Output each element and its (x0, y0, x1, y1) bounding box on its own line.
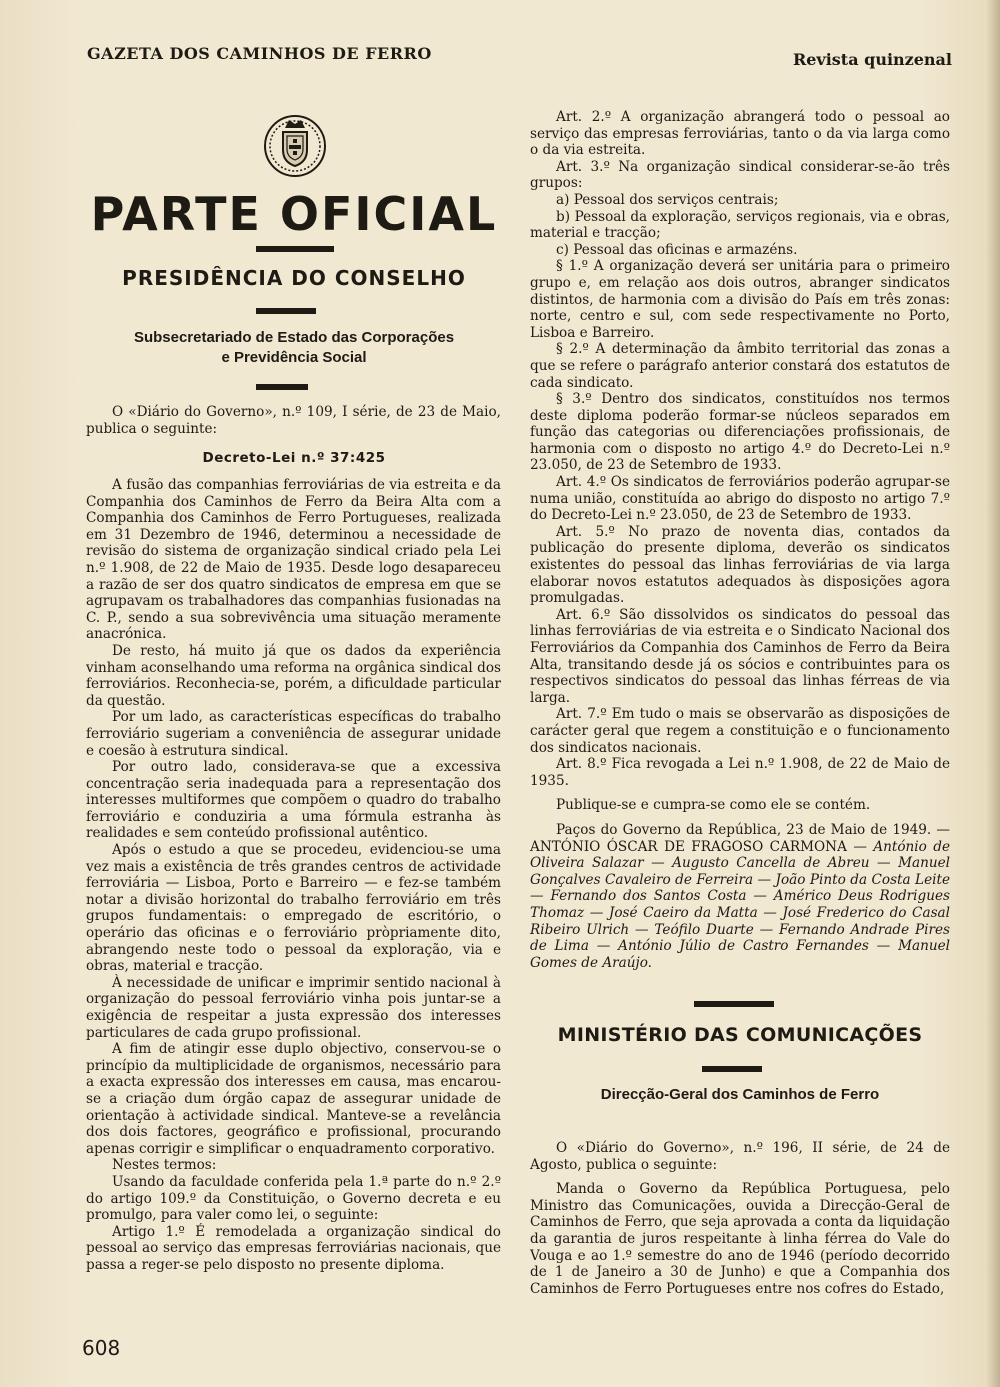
article-paragraph: Art. 5.º No prazo de noventa dias, contados da publicação do presente diploma, deverão os sindicatos existentes do pessoal das linhas ferroviárias de via larga elaborar novos estatutos adequados às disposições agora promulgadas. (530, 523, 950, 607)
direction-heading: Direcção-Geral dos Caminhos de Ferro (600, 1086, 880, 1103)
running-head-title: GAZETA DOS CAMINHOS DE FERRO (87, 44, 432, 63)
subsecretariat-heading (86, 328, 502, 368)
final-paragraph: Manda o Governo da República Portuguesa, pelo Ministro das Comunicações, ouvida a Direcção-Geral de Caminhos de Ferro, que seja aprovada a conta da liquidação da garantia de juros respeitante à linha férrea do Vale do Vouga e ao 1.º semestre do ano de 1946 (período decorrido de 1 de Janeiro a 30 de Junho) e que a Companhia dos Caminhos de Ferro Portugueses entre nos cofres do Estado, (530, 1181, 950, 1297)
article-paragraph: Art. 2.º A organização abrangerá todo o pessoal ao serviço das empresas ferroviárias, tanto o da via larga como o da via estreita. (530, 109, 950, 159)
running-head-subtitle: Revista quinzenal (792, 50, 952, 69)
subsecretariat-line2: e Previdência Social (221, 349, 367, 366)
decree-paragraph: Por um lado, as características específicas do trabalho ferroviário sugeriam a conveniência de assegurar unidade e coesão à estrutura sindical. (86, 709, 501, 759)
page-number: 608 (82, 1336, 121, 1360)
section-title: PARTE OFICIAL (90, 187, 498, 241)
intro2-paragraph: O «Diário do Governo», n.º 196, II série, de 24 de Agosto, publica o seguinte: (530, 1140, 950, 1173)
article-paragraph: Art. 4.º Os sindicatos de ferroviários poderão agrupar-se numa união, constituída ao abrigo do disposto no artigo 7.º do Decreto-Lei n.º 23.050, de 23 de Setembro de 1933. (530, 474, 950, 524)
signature-president: ANTÓNIO ÓSCAR DE FRAGOSO CARMONA (530, 838, 847, 855)
portuguese-coat-of-arms-icon (263, 108, 327, 180)
decree-paragraph: A fusão das companhias ferroviárias de via estreita e da Companhia dos Caminhos de Ferro da Beira Alta com a Companhia dos Caminhos de Ferro Portugueses, realizada em 31 Dezembro de 1946, determinou a necessidade de revisão do sistema de organização sindical criado pela Lei n.º 1.908, de 22 de Maio de 1935. Desde logo desapareceu a razão de ser dos quatro sindicatos de empresa em que se agrupavam os trabalhadores das companhias fusionadas na C. P., sendo a sua sobrevivência uma situação meramente anacrónica. (86, 477, 501, 643)
decree-title: Decreto-Lei n.º 37:425 (202, 450, 386, 466)
article-item: a) Pessoal dos serviços centrais; (556, 191, 779, 208)
left-intro (86, 404, 501, 437)
ministry-divider (256, 308, 316, 314)
left-column-body (86, 477, 501, 1274)
intro-paragraph: O «Diário do Governo», n.º 109, I série, de 23 de Maio, publica o seguinte: (86, 404, 501, 437)
article-paragraph: § 1.º A organização deverá ser unitária para o primeiro grupo e, em relação aos dois outros, abranger sindicatos distintos, de harmonia com a divisão do País em três zonas: norte, centro e sul, com sede respectivamente no Porto, Lisboa e Barreiro. (530, 258, 950, 341)
ministry2-divider-top (694, 1001, 774, 1007)
article-item: c) Pessoal das oficinas e armazéns. (556, 241, 798, 258)
section-divider (256, 246, 334, 252)
right-column-body (530, 109, 950, 971)
subsecretariat-divider (256, 384, 308, 390)
subsecretariat-line1: Subsecretariado de Estado das Corporações (133, 329, 455, 346)
publique-line: Publique-se e cumpra-se como ele se contém. (556, 797, 871, 814)
decree-paragraph: A fim de atingir esse duplo objectivo, conservou-se o princípio da multiplicidade de organismos, necessário para a exacta expressão dos interesses em causa, mas encarou-se a criação dum órgão capaz de assegurar unidade de orientação à actividade sindical. Manteve-se a revelância dos dois factores, geográfico e profissional, procurando apenas corrigir e simplificar o enquadramento corporativo. (86, 1041, 501, 1157)
ministry-heading: PRESIDÊNCIA DO CONSELHO (122, 266, 466, 290)
article-paragraph: Art. 7.º Em tudo o mais se observarão as disposições de carácter geral que regem a constituição e o funcionamento dos sindicatos nacionais. (530, 706, 950, 756)
article-paragraph: Art. 6.º São dissolvidos os sindicatos do pessoal das linhas ferroviárias de via estreita e o Sindicato Nacional dos Ferroviários da Companhia dos Caminhos de Ferro da Beira Alta, transitando desde já os sócios e contribuintes para os respectivos sindicatos do pessoal das linhas férreas de via larga. (530, 606, 950, 706)
ministry2-heading: MINISTÉRIO DAS COMUNICAÇÕES (557, 1024, 923, 1046)
decree-paragraph: De resto, há muito já que os dados da experiência vinham aconselhando uma reforma na orgânica sindical dos ferroviários. Reconhecia-se, porém, a dificuldade particular da questão. (86, 642, 501, 709)
decree-paragraph: Por outro lado, considerava-se que a excessiva concentração seria inadequada para a representação dos interesses multiformes que compõem o quadro do trabalho ferroviário e conduziria a uma fórmula estranha às realidades e sem conteúdo profissional autêntico. (86, 759, 501, 842)
ministry2-divider (702, 1066, 762, 1072)
decree-paragraph: À necessidade de unificar e imprimir sentido nacional à organização do pessoal ferroviário vinha pois juntar-se a exigência de respeitar a justa expressão dos interesses particulares de cada grupo profissional. (86, 974, 501, 1041)
decree-paragraph: Artigo 1.º É remodelada a organização sindical do pessoal ao serviço das empresas ferroviárias nacionais, que passa a reger-se pelo disposto no presente diploma. (86, 1223, 501, 1273)
decree-paragraph: Após o estudo a que se procedeu, evidenciou-se uma vez mais a existência de três grandes centros de actividade ferroviária — Lisboa, Porto e Barreiro — e fez-se também notar a divisão horizontal do trabalho ferroviário em três grupos fundamentais: o empregado de escritório, o operário das oficinas e o ferroviário pròpriamente dito, abrangendo neste todo o pessoal da exploração, via e obras, material e tracção. (86, 842, 501, 975)
article-paragraph: Art. 8.º Fica revogada a Lei n.º 1.908, de 22 de Maio de 1935. (530, 756, 950, 789)
article-paragraph: Art. 3.º Na organização sindical considerar-se-ão três grupos: (530, 158, 950, 192)
signature-date: Paços do Governo da República, 23 de Maio de 1949. — (556, 821, 950, 838)
decree-paragraph: Nestes termos: (112, 1157, 217, 1174)
signature-block (530, 822, 950, 971)
article-paragraph: § 3.º Dentro dos sindicatos, constituídos nos termos deste diploma poderão formar-se núcleos separados em função das categorias ou diferenciações profissionais, de harmonia com o disposto no artigo 4.º do Decreto-Lei n.º 23.050, de 23 de Setembro de 1933. (530, 391, 950, 474)
article-item: b) Pessoal da exploração, serviços regionais, via e obras, material e tracção; (530, 208, 950, 242)
right-column-lower (530, 1140, 950, 1297)
page-edge-shadow (986, 0, 1000, 1387)
decree-paragraph: Usando da faculdade conferida pela 1.ª parte do n.º 2.º do artigo 109.º da Constituição, o Governo decreta e eu promulgo, para valer como lei, o seguinte: (86, 1173, 501, 1224)
article-paragraph: § 2.º A determinação da âmbito territorial das zonas a que se refere o parágrafo anterior constará dos estatutos de cada sindicato. (530, 341, 950, 391)
signature-ministers: — António de Oliveira Salazar — Augusto Cancella de Abreu — Manuel Gonçalves Cavaleiro de Ferreira — João Pinto da Costa Leite — Fernando dos Santos Costa — Américo Deus Rodrigues Thomaz — José Caeiro da Matta — José Frederico do Casal Ribeiro Ulrich — Teófilo Duarte — Fernando Andrade Pires de Lima — António Júlio de Castro Fernandes — Manuel Gomes de Araújo. (530, 838, 950, 971)
